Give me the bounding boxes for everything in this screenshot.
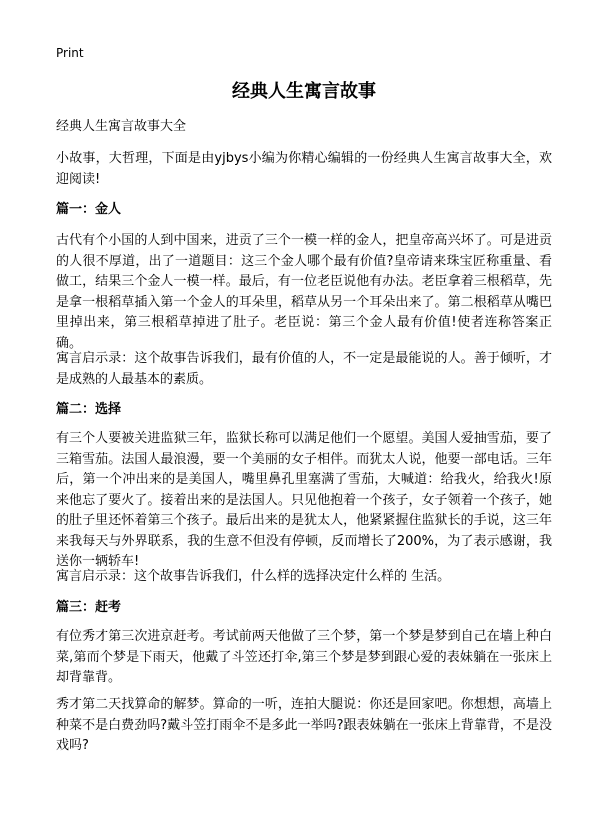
section-1-moral: 寓言启示录：这个故事告诉我们，最有价值的人，不一定是最能说的人。善于倾听，才是成熟的人最基本的素质。 — [56, 351, 552, 387]
section-3-heading: 篇三：赶考 — [56, 600, 122, 615]
section-1-heading: 篇一：金人 — [56, 202, 122, 217]
page-title: 经典人生寓言故事 — [232, 81, 376, 102]
print-link[interactable]: Print — [56, 46, 84, 60]
section-2-story: 有三个人要被关进监狱三年，监狱长称可以满足他们一个愿望。美国人爱抽雪茄，要了三箱雪茄。法国人最浪漫，要一个美丽的女子相伴。而犹太人说，他要一部电话。三年后，第一个冲出来的是美国人，嘴里鼻孔里塞满了雪茄，大喊道：给我火，给我火!原来他忘了要火了。接着出来的是法国人。只见他抱着一个孩子，女子领着一个孩子，她的肚子里还怀着第三个孩子。最后出来的是犹太人，他紧紧握住监狱长的手说，这三年来我每天与外界联系，我的生意不但没有停顿，反而增长了200%，为了表示感谢，我送你一辆轿车! — [56, 431, 552, 569]
section-3-story: 有位秀才第三次进京赶考。考试前两天他做了三个梦，第一个梦是梦到自己在墙上种白菜,第而个梦是下雨天，他戴了斗笠还打伞,第三个梦是梦到跟心爱的表妹躺在一张床上却背靠背。 — [56, 629, 552, 685]
intro-paragraph: 小故事，大哲理，下面是由yjbys小编为你精心编辑的一份经典人生寓言故事大全，欢迎阅读! — [56, 151, 552, 187]
section-3-interpretation: 秀才第二天找算命的解梦。算命的一听，连拍大腿说：你还是回家吧。你想想，高墙上种菜不是白费劲吗?戴斗笠打雨伞不是多此一举吗?跟表妹躺在一张床上背靠背，不是没戏吗? — [56, 697, 552, 753]
section-2-moral: 寓言启示录：这个故事告诉我们，什么样的选择决定什么样的 生活。 — [56, 569, 451, 584]
section-2-heading: 篇二：选择 — [56, 402, 122, 417]
subtitle: 经典人生寓言故事大全 — [56, 119, 187, 134]
section-1-story: 古代有个小国的人到中国来，进贡了三个一模一样的金人，把皇帝高兴坏了。可是进贡的人很不厚道，出了一道题目：这三个金人哪个最有价值?皇帝请来珠宝匠称重量、看做工，结果三个金人一模一样。最后，有一位老臣说他有办法。老臣拿着三根稻草，先是拿一根稻草插入第一个金人的耳朵里，稻草从另一个耳朵出来了。第二根稻草从嘴巴里掉出来，第三根稻草掉进了肚子。老臣说：第三个金人最有价值!使者连称答案正确。 — [56, 233, 552, 351]
